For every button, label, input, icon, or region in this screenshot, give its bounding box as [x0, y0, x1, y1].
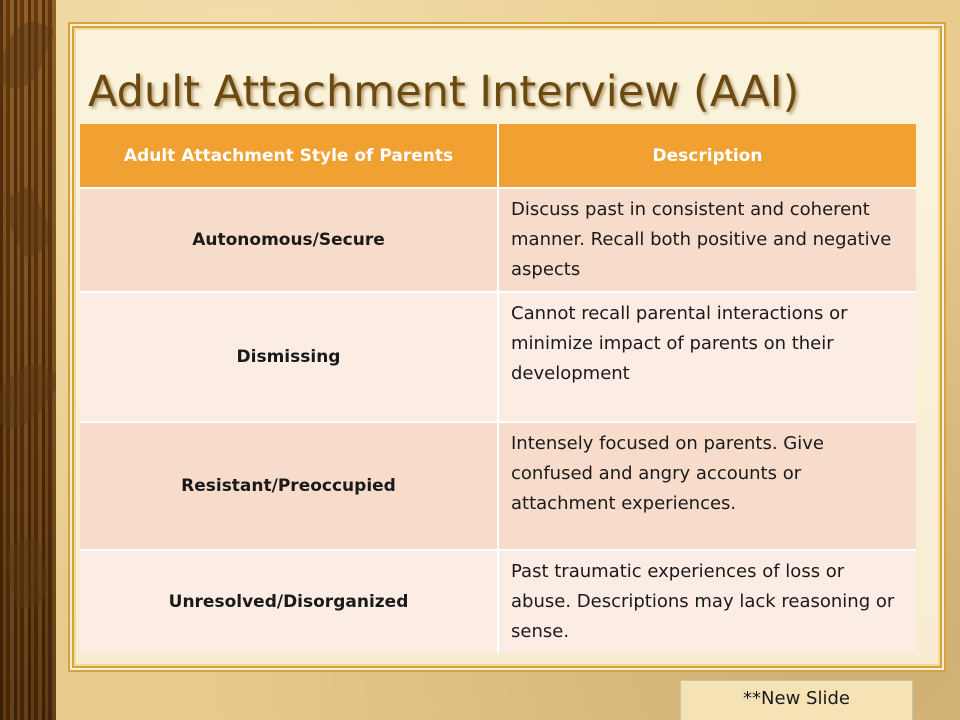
column-header-style: Adult Attachment Style of Parents [80, 124, 498, 188]
leaf-pattern [0, 185, 56, 258]
table-row [80, 422, 916, 550]
description-cell: Cannot recall parental interactions or minimize impact of parents on their development [498, 292, 916, 422]
decorative-border-strip [0, 0, 56, 720]
attachment-table [80, 124, 916, 653]
leaf-pattern [0, 15, 55, 94]
table-row [80, 188, 916, 292]
style-cell: Unresolved/Disorganized [80, 550, 498, 653]
slide-title: Adult Attachment Interview (AAI) [88, 67, 800, 117]
leaf-pattern [0, 536, 54, 610]
table-row [80, 550, 916, 653]
style-cell: Autonomous/Secure [80, 188, 498, 292]
new-slide-note: **New Slide [680, 680, 913, 720]
description-cell: Intensely focused on parents. Give confused and angry accounts or attachment experiences. [498, 422, 916, 550]
table-header-row [80, 124, 916, 188]
description-cell: Past traumatic experiences of loss or abuse. Descriptions may lack reasoning or sense. [498, 550, 916, 653]
description-cell: Discuss past in consistent and coherent manner. Recall both positive and negative aspects [498, 188, 916, 292]
column-header-description: Description [498, 124, 916, 188]
table-row [80, 292, 916, 422]
style-cell: Dismissing [80, 292, 498, 422]
leaf-pattern [0, 354, 56, 438]
style-cell: Resistant/Preoccupied [80, 422, 498, 550]
